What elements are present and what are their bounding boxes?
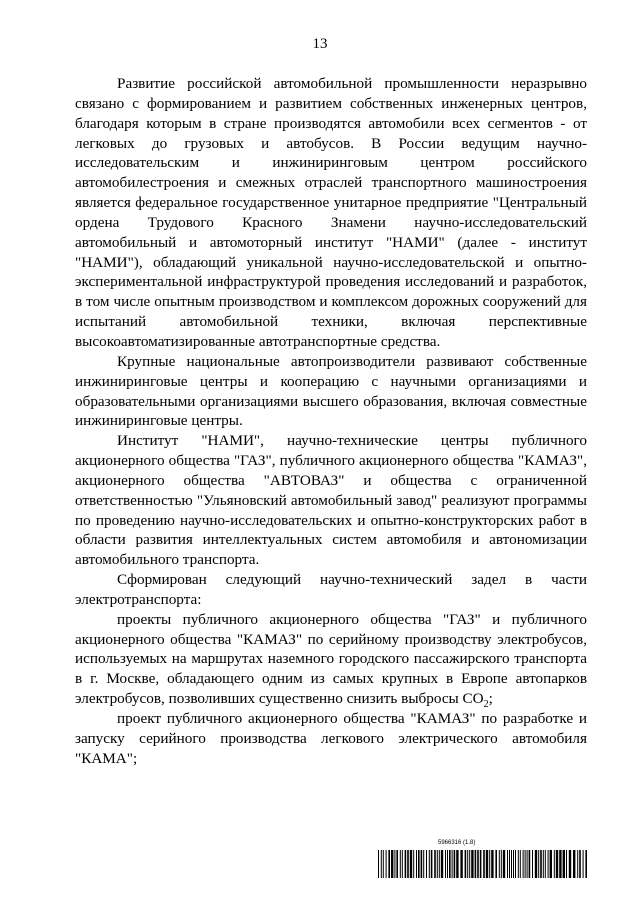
barcode-bar	[535, 850, 537, 878]
document-body	[75, 74, 587, 769]
barcode-bar	[554, 850, 555, 878]
barcode-bar	[381, 850, 382, 878]
barcode-bar	[416, 850, 417, 878]
barcode-bar	[467, 850, 468, 878]
barcode-bar	[559, 850, 561, 878]
barcode-bar	[486, 850, 488, 878]
barcode-bar	[400, 850, 401, 878]
barcode-bar	[405, 850, 407, 878]
barcode-bar	[434, 850, 436, 878]
barcode-bar	[538, 850, 539, 878]
barcode-bar	[394, 850, 395, 878]
barcode-bar	[456, 850, 458, 878]
barcode-bar	[423, 850, 424, 878]
barcode-bar	[532, 850, 533, 878]
barcode-bar	[429, 850, 430, 878]
barcode-bar	[556, 850, 558, 878]
barcode-bar	[495, 850, 497, 878]
barcode-bar	[499, 850, 500, 878]
barcode-bar	[421, 850, 423, 878]
barcode-bar	[563, 850, 565, 878]
document-code: 5966316 (1.8)	[438, 840, 476, 846]
barcode-bar	[378, 850, 379, 878]
barcode-bar	[513, 850, 514, 878]
barcode-bar	[577, 850, 578, 878]
barcode-bar	[441, 850, 443, 878]
barcode-bar	[426, 850, 427, 878]
barcode-bar	[515, 850, 516, 878]
barcode-bar	[527, 850, 528, 878]
barcode-bar	[540, 850, 542, 878]
barcode-bar	[465, 850, 467, 878]
barcode-bar	[583, 850, 584, 878]
barcode-bar	[585, 850, 587, 878]
co2-subscript: 2	[483, 699, 489, 711]
barcode-bar	[407, 850, 409, 878]
barcode-bar	[545, 850, 546, 878]
barcode-bar	[543, 850, 544, 878]
barcode-bar	[471, 850, 473, 878]
barcode-bar	[573, 850, 575, 878]
barcode-bar	[445, 850, 446, 878]
barcode-bar	[431, 850, 433, 878]
paragraph-kama-car: проект публичного акционерного общества "КАМАЗ" по разработке и запуску серийного производства легкового электрического автомобиля "КАМА";	[75, 710, 587, 767]
barcode-bar	[410, 850, 412, 878]
barcode-bar	[491, 850, 493, 878]
barcode-image	[378, 850, 590, 878]
barcode-bar	[523, 850, 524, 878]
barcode-bar	[388, 850, 390, 878]
barcode-bar	[579, 850, 581, 878]
barcode-bar	[454, 850, 456, 878]
barcode-bar	[418, 850, 420, 878]
barcode-bar	[509, 850, 510, 878]
barcode-bar	[396, 850, 398, 878]
barcode-bar	[480, 850, 482, 878]
paragraph-rnd-programs: Институт "НАМИ", научно-технические центры публичного акционерного общества "ГАЗ", публичного акционерного общества "КАМАЗ", акционерного общества "АВТОВАЗ" и общества с ограниченной ответственностью "Ульяновский автомобильный завод" реализуют программы по проведению научно-исследовательских и опытно-конструкторских работ в области развития интеллектуальных систем автомобиля и автономизации автомобильного транспорта.	[75, 432, 587, 569]
paragraph-engineering-centers: Развитие российской автомобильной промышленности неразрывно связано с формированием и развитием собственных инженерных центров, благодаря которым в стране производятся автомобили всех сегментов - от легковых до грузовых и автобусов. В России ведущим научно-исследовательским и инжиниринговым центром российского автомобилестроения и смежных отраслей транспортного машиностроения является федеральное государственное унитарное предприятие "Центральный ордена Трудового Красного Знамени научно-исследовательский автомобильный и автомоторный институт "НАМИ" (далее - институт "НАМИ"), обладающий уникальной научно-исследовательской и опытно-экспериментальной инфраструктурой проведения исследований и разработок, в том числе опытным производством и комплексом дорожных сооружений для испытаний автомобильной техники, включая перспективные высокоавтоматизированные автотранспортные средства.	[75, 75, 587, 350]
barcode-bar	[460, 850, 462, 878]
barcode-bar	[477, 850, 479, 878]
barcode-bar	[386, 850, 387, 878]
barcode-bar	[525, 850, 526, 878]
barcode-bar	[469, 850, 470, 878]
barcode-bar	[520, 850, 521, 878]
barcode-bar	[383, 850, 384, 878]
barcode-bar	[452, 850, 453, 878]
barcode-bar	[449, 850, 451, 878]
barcode-bar	[511, 850, 512, 878]
barcode-bar	[483, 850, 485, 878]
barcode-bar	[489, 850, 490, 878]
barcode-bar	[566, 850, 567, 878]
barcode-bar	[548, 850, 549, 878]
barcode-bar	[475, 850, 477, 878]
electric-buses-text: проекты публичного акционерного общества "ГАЗ" и публичного акционерного общества "КАМАЗ" по серийному производству электробусов, используемых на маршрутах наземного городского пассажирского транспорта в г. Москве, обладающего одним из самых крупных в Европе автопарков электробусов, позволивших существенно снизить выбросы CO	[75, 610, 587, 708]
barcode-bar	[569, 850, 571, 878]
barcode-bar	[391, 850, 393, 878]
page-number: 13	[312, 36, 328, 52]
paragraph-electric-buses	[75, 610, 587, 709]
barcode-bar	[507, 850, 508, 878]
electric-buses-suffix: ;	[488, 690, 493, 708]
barcode-bar	[437, 850, 438, 878]
barcode-bar	[501, 850, 502, 878]
barcode-bar	[529, 850, 531, 878]
paragraph-electric-transport-intro: Сформирован следующий научно-технический задел в части электротранспорта:	[75, 571, 587, 608]
barcode-bar	[550, 850, 552, 878]
paragraph-national-automakers: Крупные национальные автопроизводители развивают собственные инжиниринговые центры и кооперацию с научными организациями и образовательными организациями высшего образования, включая совместные инжиниринговые центры.	[75, 352, 587, 430]
barcode-bar	[402, 850, 403, 878]
barcode-bar	[439, 850, 440, 878]
barcode-bar	[447, 850, 448, 878]
barcode-bar	[413, 850, 414, 878]
barcode-bar	[503, 850, 505, 878]
barcode-bar	[518, 850, 519, 878]
